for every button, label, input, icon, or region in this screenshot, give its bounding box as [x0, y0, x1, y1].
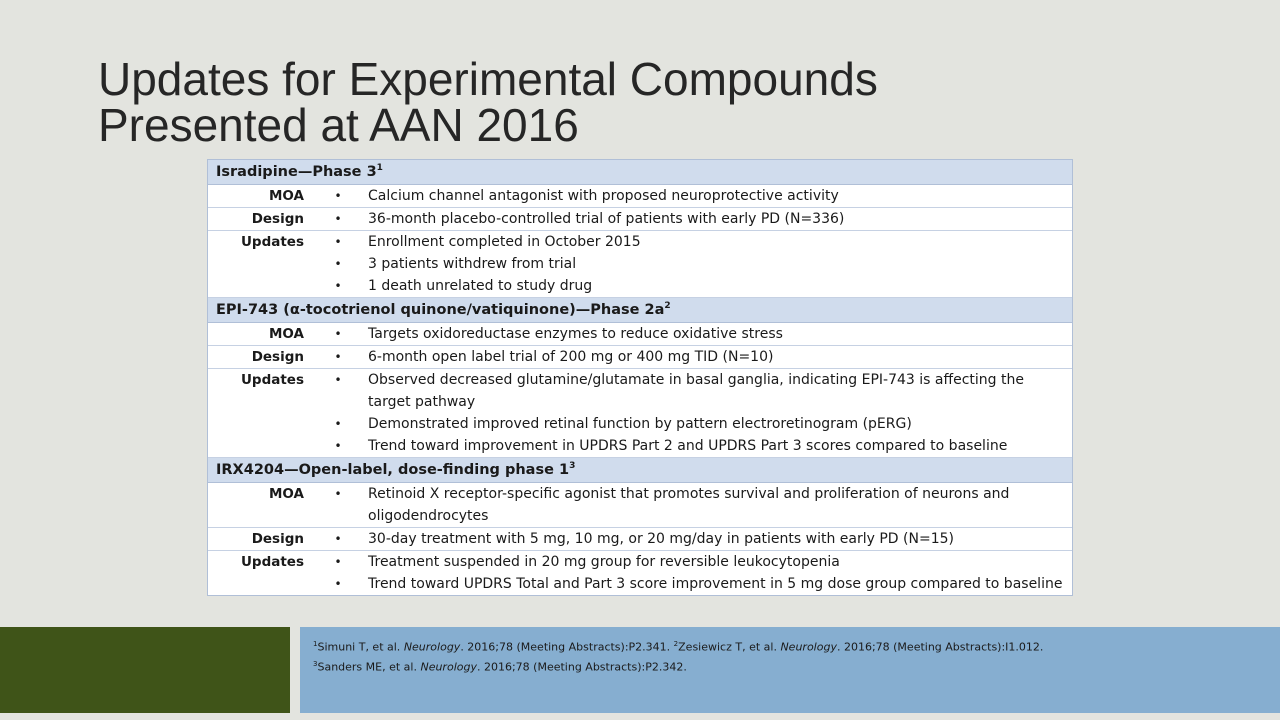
row-label: MOA — [269, 188, 304, 204]
slide-title-line-2: Presented at AAN 2016 — [98, 99, 579, 151]
reference-3-journal: Neurology — [420, 660, 477, 674]
table-row — [208, 483, 1072, 528]
bullet-icon: • — [334, 417, 342, 431]
list-item — [308, 208, 1072, 230]
list-item-text: 30-day treatment with 5 mg, 10 mg, or 20 mg/day in patients with early PD (N=15) — [368, 531, 954, 547]
list-item — [308, 413, 1072, 435]
row-items — [308, 483, 1072, 527]
bullet-icon: • — [334, 439, 342, 453]
bullet-icon: • — [334, 350, 342, 364]
reference-1-number: 1 — [313, 640, 318, 648]
slide-title-line-1: Updates for Experimental Compounds — [98, 53, 878, 105]
list-item — [308, 275, 1072, 297]
references — [313, 636, 1263, 675]
row-items — [308, 369, 1072, 457]
bullet-icon: • — [334, 279, 342, 293]
list-item — [308, 185, 1072, 207]
section-heading-text: EPI-743 (α-tocotrienol quinone/vatiquinone)—Phase 2a — [216, 302, 665, 318]
slide-title — [98, 53, 1198, 151]
row-items — [308, 185, 1072, 207]
reference-3-authors: Sanders ME, et al. — [317, 660, 421, 674]
bullet-icon: • — [334, 212, 342, 226]
list-item-text: Retinoid X receptor-specific agonist that promotes survival and proliferation of neurons and oligodendrocytes — [368, 486, 1010, 524]
bullet-icon: • — [334, 235, 342, 249]
bullet-icon: • — [334, 373, 342, 387]
bullet-icon: • — [334, 555, 342, 569]
table-row — [208, 231, 1072, 298]
table-row — [208, 185, 1072, 208]
list-item-text: Treatment suspended in 20 mg group for reversible leukocytopenia — [368, 554, 840, 570]
section-heading-text: Isradipine—Phase 3 — [216, 164, 377, 180]
list-item-text: Trend toward UPDRS Total and Part 3 score improvement in 5 mg dose group compared to baseline — [368, 576, 1063, 592]
table-row — [208, 369, 1072, 458]
section-reference-number: 2 — [664, 301, 671, 312]
table-row — [208, 551, 1072, 595]
section-header — [208, 458, 1072, 483]
section-header — [208, 298, 1072, 323]
list-item — [308, 551, 1072, 573]
row-label: MOA — [269, 486, 304, 502]
list-item-text: Enrollment completed in October 2015 — [368, 234, 641, 250]
section-reference-number: 3 — [569, 461, 576, 472]
reference-1-journal: Neurology — [403, 640, 461, 654]
table-row — [208, 528, 1072, 551]
list-item — [308, 346, 1072, 368]
bullet-icon: • — [334, 577, 342, 591]
list-item-text: Targets oxidoreductase enzymes to reduce oxidative stress — [368, 326, 783, 342]
row-label: Updates — [240, 234, 304, 250]
list-item — [308, 369, 1072, 413]
row-label: Design — [251, 531, 304, 547]
bullet-icon: • — [334, 257, 342, 271]
bullet-icon: • — [334, 189, 342, 203]
bullet-icon: • — [334, 327, 342, 341]
row-label: Design — [251, 211, 304, 227]
row-items — [308, 551, 1072, 595]
list-item — [308, 435, 1072, 457]
references-line-2 — [313, 656, 1263, 676]
reference-1-details: . 2016;78 (Meeting Abstracts):P2.341. — [460, 640, 674, 654]
list-item-text: Demonstrated improved retinal function by pattern electroretinogram (pERG) — [368, 416, 912, 432]
list-item-text: Trend toward improvement in UPDRS Part 2 and UPDRS Part 3 scores compared to baseline — [368, 438, 1008, 454]
compound-updates-table — [207, 159, 1073, 596]
section-header — [208, 160, 1072, 185]
row-label: Design — [251, 349, 304, 365]
reference-2-authors: Zesiewicz T, et al. — [678, 640, 781, 654]
section-reference-number: 1 — [376, 163, 383, 174]
footer-accent-block — [0, 627, 290, 713]
list-item-text: Calcium channel antagonist with proposed neuroprotective activity — [368, 188, 839, 204]
section-heading-text: IRX4204—Open-label, dose-finding phase 1 — [216, 462, 570, 478]
list-item-text: 1 death unrelated to study drug — [368, 278, 593, 294]
list-item — [308, 253, 1072, 275]
reference-3-number: 3 — [313, 659, 318, 668]
list-item — [308, 483, 1072, 527]
row-items — [308, 323, 1072, 345]
row-label: MOA — [269, 326, 304, 342]
list-item-text: Observed decreased glutamine/glutamate in basal ganglia, indicating EPI-743 is affecting the target pathway — [368, 372, 1024, 410]
table-row — [208, 208, 1072, 231]
reference-2-details: . 2016;78 (Meeting Abstracts):I1.012. — [836, 640, 1044, 654]
bullet-icon: • — [334, 487, 342, 501]
references-line-1 — [313, 636, 1263, 656]
row-items — [308, 208, 1072, 230]
table-row — [208, 323, 1072, 346]
reference-3-details: . 2016;78 (Meeting Abstracts):P2.342. — [476, 660, 687, 674]
row-items — [308, 231, 1072, 297]
reference-1-authors: Simuni T, et al. — [317, 640, 404, 654]
list-item — [308, 528, 1072, 550]
list-item-text: 36-month placebo-controlled trial of patients with early PD (N=336) — [368, 211, 845, 227]
list-item-text: 6-month open label trial of 200 mg or 400 mg TID (N=10) — [368, 349, 774, 365]
reference-2-number: 2 — [673, 640, 679, 648]
list-item — [308, 573, 1072, 595]
row-items — [308, 346, 1072, 368]
bullet-icon: • — [334, 532, 342, 546]
row-label: Updates — [240, 372, 304, 388]
list-item-text: 3 patients withdrew from trial — [368, 256, 577, 272]
list-item — [308, 231, 1072, 253]
list-item — [308, 323, 1072, 345]
row-label: Updates — [240, 554, 304, 570]
row-items — [308, 528, 1072, 550]
table-row — [208, 346, 1072, 369]
reference-2-journal: Neurology — [780, 640, 837, 654]
